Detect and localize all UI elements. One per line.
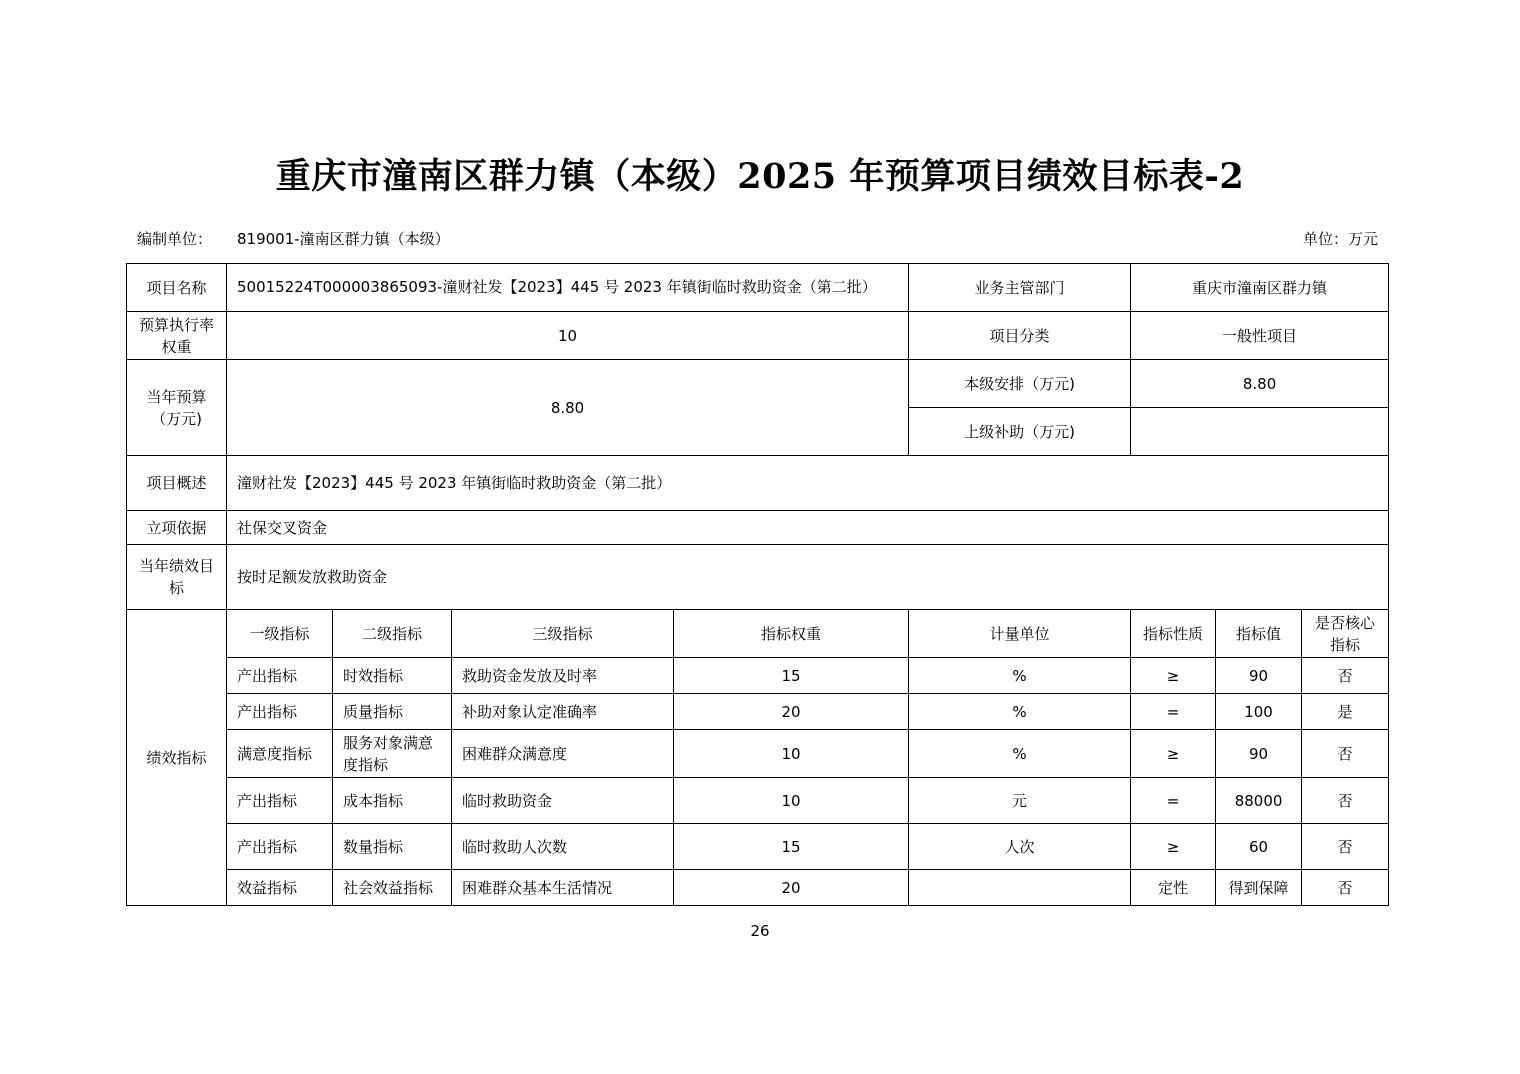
indicator-unit (909, 870, 1131, 906)
indicator-value: 100 (1216, 694, 1302, 730)
subsidy-label: 上级补助（万元) (909, 408, 1131, 456)
indicator-header-row (127, 610, 1389, 658)
goal-value: 按时足额发放救助资金 (227, 545, 1389, 610)
indicator-core: 否 (1302, 778, 1389, 824)
page-number: 26 (750, 922, 770, 940)
indicator-header-weight: 指标权重 (674, 610, 909, 658)
indicator-level2: 时效指标 (333, 658, 452, 694)
indicator-unit: 元 (909, 778, 1131, 824)
indicator-level3: 困难群众基本生活情况 (452, 870, 674, 906)
indicator-core: 否 (1302, 870, 1389, 906)
indicator-value: 90 (1216, 658, 1302, 694)
indicator-header-level2: 二级指标 (333, 610, 452, 658)
indicator-weight: 20 (674, 694, 909, 730)
local-budget-value: 8.80 (1131, 360, 1389, 408)
indicator-header-level1: 一级指标 (227, 610, 333, 658)
indicator-row (127, 824, 1389, 870)
goal-row (127, 545, 1389, 610)
local-budget-label: 本级安排（万元) (909, 360, 1131, 408)
indicator-level3: 临时救助资金 (452, 778, 674, 824)
indicator-level2: 质量指标 (333, 694, 452, 730)
indicator-level1: 产出指标 (227, 694, 333, 730)
indicator-core: 是 (1302, 694, 1389, 730)
indicator-level3: 临时救助人次数 (452, 824, 674, 870)
indicator-unit: % (909, 694, 1131, 730)
indicator-core: 否 (1302, 730, 1389, 778)
indicator-nature: = (1131, 694, 1216, 730)
category-value: 一般性项目 (1131, 312, 1389, 360)
indicator-level1: 满意度指标 (227, 730, 333, 778)
currency-unit: 单位：万元 (1302, 230, 1378, 248)
indicator-nature: ≥ (1131, 730, 1216, 778)
compiling-unit-label: 编制单位： (137, 230, 213, 248)
project-name-value: 50015224T000003865093-潼财社发【2023】445 号 2023 年镇街临时救助资金（第二批） (227, 264, 909, 312)
indicator-nature: ≥ (1131, 658, 1216, 694)
basis-value: 社保交叉资金 (227, 511, 1389, 545)
indicator-header-level3: 三级指标 (452, 610, 674, 658)
indicator-weight: 10 (674, 778, 909, 824)
indicator-weight: 10 (674, 730, 909, 778)
indicator-core: 否 (1302, 824, 1389, 870)
dept-value: 重庆市潼南区群力镇 (1131, 264, 1389, 312)
performance-target-table (126, 263, 1389, 906)
indicator-level3: 补助对象认定准确率 (452, 694, 674, 730)
indicator-level1: 产出指标 (227, 778, 333, 824)
indicator-weight: 15 (674, 824, 909, 870)
indicator-weight: 15 (674, 658, 909, 694)
compiling-unit-value: 819001-潼南区群力镇（本级） (237, 230, 450, 248)
indicator-level1: 产出指标 (227, 824, 333, 870)
dept-label: 业务主管部门 (909, 264, 1131, 312)
indicator-level2: 数量指标 (333, 824, 452, 870)
overview-row (127, 456, 1389, 511)
project-name-label: 项目名称 (127, 264, 227, 312)
indicator-level2: 服务对象满意度指标 (333, 730, 452, 778)
indicator-core: 否 (1302, 658, 1389, 694)
indicator-level3: 救助资金发放及时率 (452, 658, 674, 694)
weight-row (127, 312, 1389, 360)
indicator-nature: ≥ (1131, 824, 1216, 870)
indicator-row (127, 870, 1389, 906)
indicator-level1: 效益指标 (227, 870, 333, 906)
indicator-level2: 成本指标 (333, 778, 452, 824)
indicator-unit: 人次 (909, 824, 1131, 870)
indicator-value: 60 (1216, 824, 1302, 870)
indicator-row (127, 658, 1389, 694)
basis-label: 立项依据 (127, 511, 227, 545)
project-name-row (127, 264, 1389, 312)
goal-label: 当年绩效目标 (127, 545, 227, 610)
indicator-row (127, 778, 1389, 824)
indicator-header-value: 指标值 (1216, 610, 1302, 658)
basis-row (127, 511, 1389, 545)
indicator-row (127, 730, 1389, 778)
indicator-header-core: 是否核心指标 (1302, 610, 1389, 658)
indicator-weight: 20 (674, 870, 909, 906)
indicator-header-nature: 指标性质 (1131, 610, 1216, 658)
indicator-value: 88000 (1216, 778, 1302, 824)
weight-label: 预算执行率权重 (127, 312, 227, 360)
weight-value: 10 (227, 312, 909, 360)
indicator-level2: 社会效益指标 (333, 870, 452, 906)
overview-label: 项目概述 (127, 456, 227, 511)
budget-row (127, 360, 1389, 408)
indicator-nature: = (1131, 778, 1216, 824)
indicator-nature: 定性 (1131, 870, 1216, 906)
indicator-level1: 产出指标 (227, 658, 333, 694)
budget-value: 8.80 (227, 360, 909, 456)
category-label: 项目分类 (909, 312, 1131, 360)
indicator-value: 得到保障 (1216, 870, 1302, 906)
compiling-unit (137, 229, 450, 249)
indicator-unit: % (909, 658, 1131, 694)
indicator-value: 90 (1216, 730, 1302, 778)
indicator-row (127, 694, 1389, 730)
page-title: 重庆市潼南区群力镇（本级）2025 年预算项目绩效目标表-2 (275, 156, 1245, 197)
indicator-level3: 困难群众满意度 (452, 730, 674, 778)
indicator-section-label: 绩效指标 (127, 610, 227, 906)
overview-value: 潼财社发【2023】445 号 2023 年镇街临时救助资金（第二批） (227, 456, 1389, 511)
indicator-unit: % (909, 730, 1131, 778)
indicator-header-unit: 计量单位 (909, 610, 1131, 658)
subsidy-value (1131, 408, 1389, 456)
budget-label: 当年预算（万元) (127, 360, 227, 456)
